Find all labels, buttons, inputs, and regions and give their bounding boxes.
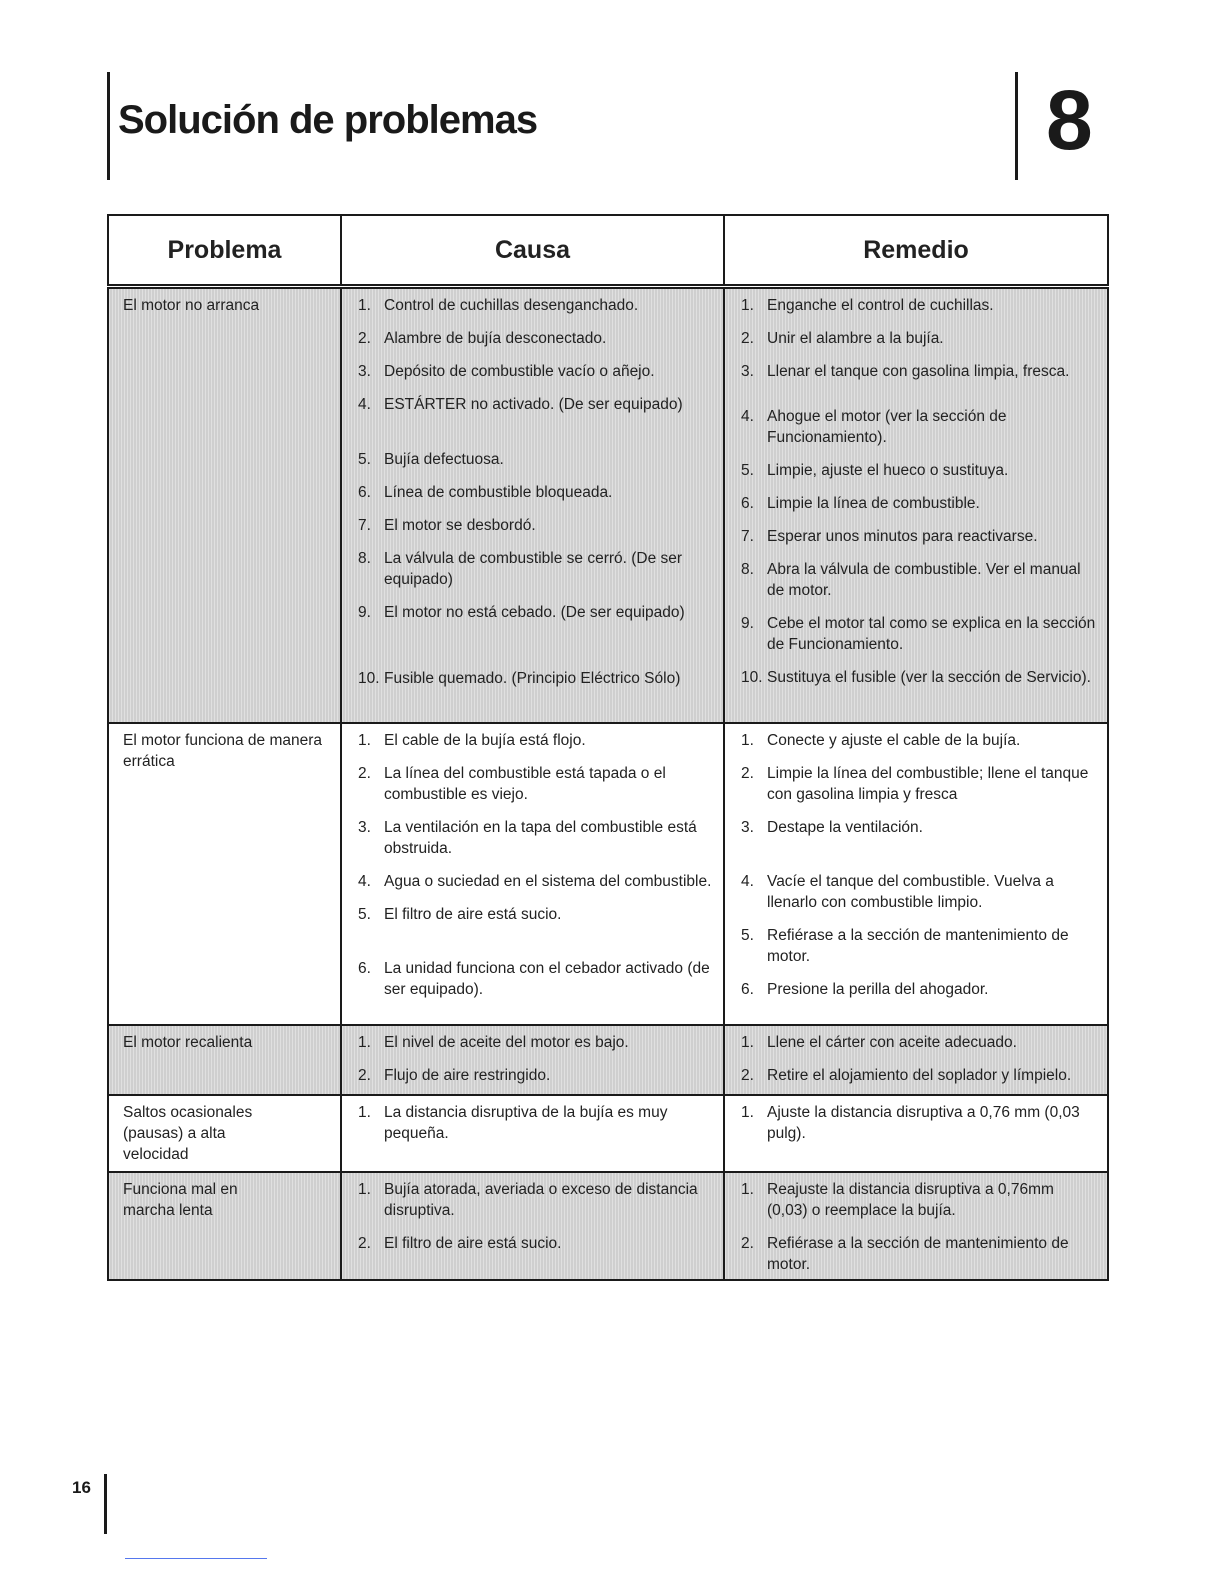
remedy-item: 5. Limpie, ajuste el hueco o sustituya. [741,462,1009,479]
remedy-cell [724,723,1108,1025]
chapter-rule [1015,72,1018,180]
cause-item: 4. Agua o suciedad en el sistema del combustible. [358,872,712,890]
remedy-item: 8. Abra la válvula de combustible. Ver el manual de motor. [741,561,1081,599]
cause-item: 2. El filtro de aire está sucio. [358,1234,562,1252]
problem-cell: El motor no arranca [108,287,341,723]
cause-cell [341,723,724,1025]
cause-item: 5. Bujía defectuosa. [358,451,504,468]
remedy-cell [724,287,1108,723]
troubleshooting-table [107,214,1109,1281]
cause-item: 2. La línea del combustible está tapada o el combustible es viejo. [358,764,666,803]
remedy-item: 9. Cebe el motor tal como se explica en la sección de Funcionamiento. [741,615,1096,653]
cause-cell [341,1095,724,1172]
table-row [108,1025,1108,1095]
page-number-rule [104,1474,107,1534]
header-problem: Problema [108,215,341,287]
problem-cell: El motor recalienta [108,1025,341,1095]
remedy-item: 4. Ahogue el motor (ver la sección de Funcionamiento). [741,408,1007,446]
remedy-item: 3. Llenar el tanque con gasolina limpia, fresca. [741,363,1070,380]
remedy-item: 10. Sustituya el fusible (ver la sección de Servicio). [741,669,1091,686]
cause-item: 10. Fusible quemado. (Principio Eléctrico Sólo) [358,670,681,687]
cause-item: 2. Alambre de bujía desconectado. [358,330,607,347]
cause-item: 2. Flujo de aire restringido. [358,1066,551,1084]
cause-item: 1. El cable de la bujía está flojo. [358,731,586,749]
remedy-item: 3. Destape la ventilación. [741,818,923,836]
cause-item: 6. La unidad funciona con el cebador activado (de ser equipado). [358,959,710,998]
cause-item: 1. La distancia disruptiva de la bujía es muy pequeña. [358,1103,668,1142]
chapter-number: 8 [1046,73,1093,167]
footer-line [125,1558,267,1559]
remedy-item: 2. Retire el alojamiento del soplador y límpielo. [741,1066,1072,1084]
problem-cell: El motor funciona de manera errática [108,723,341,1025]
page-title: Solución de problemas [118,98,538,142]
cause-cell [341,1025,724,1095]
cause-item: 9. El motor no está cebado. (De ser equipado) [358,604,685,621]
cause-item: 4. ESTÁRTER no activado. (De ser equipado) [358,396,683,413]
cause-item: 1. El nivel de aceite del motor es bajo. [358,1033,629,1051]
table-row [108,287,1108,723]
remedy-item: 1. Llene el cárter con aceite adecuado. [741,1033,1017,1051]
cause-item: 5. El filtro de aire está sucio. [358,905,562,923]
remedy-cell [724,1172,1108,1280]
cause-item: 1. Control de cuchillas desenganchado. [358,297,639,314]
table-row [108,1172,1108,1280]
cause-item: 7. El motor se desbordó. [358,517,536,534]
header-remedy: Remedio [724,215,1108,287]
cause-item: 1. Bujía atorada, averiada o exceso de distancia disruptiva. [358,1180,698,1219]
table-row [108,1095,1108,1172]
problem-cell: Funciona mal en marcha lenta [108,1172,341,1280]
cause-item: 6. Línea de combustible bloqueada. [358,484,613,501]
cause-item: 8. La válvula de combustible se cerró. (De ser equipado) [358,550,683,588]
remedy-item: 2. Limpie la línea del combustible; llene el tanque con gasolina limpia y fresca [741,764,1089,803]
remedy-item: 2. Refiérase a la sección de mantenimiento de motor. [741,1234,1069,1273]
table-row [108,723,1108,1025]
remedy-item: 4. Vacíe el tanque del combustible. Vuelva a llenarlo con combustible limpio. [741,872,1054,911]
cause-cell [341,1172,724,1280]
remedy-item: 6. Presione la perilla del ahogador. [741,980,989,998]
page-number: 16 [72,1478,91,1497]
cause-item: 3. Depósito de combustible vacío o añejo. [358,363,655,380]
remedy-item: 1. Reajuste la distancia disruptiva a 0,76mm (0,03) o reemplace la bujía. [741,1180,1054,1219]
header-cause: Causa [341,215,724,287]
cause-item: 3. La ventilación en la tapa del combustible está obstruida. [358,818,697,857]
remedy-item: 2. Unir el alambre a la bujía. [741,330,944,347]
title-rule [107,72,110,180]
remedy-item: 1. Ajuste la distancia disruptiva a 0,76 mm (0,03 pulg). [741,1103,1080,1142]
remedy-item: 7. Esperar unos minutos para reactivarse. [741,528,1038,545]
remedy-item: 5. Refiérase a la sección de mantenimiento de motor. [741,926,1069,965]
remedy-cell [724,1095,1108,1172]
remedy-item: 1. Conecte y ajuste el cable de la bujía. [741,731,1021,749]
table-header-row [108,215,1108,287]
remedy-cell [724,1025,1108,1095]
cause-cell [341,287,724,723]
remedy-item: 6. Limpie la línea de combustible. [741,495,980,512]
remedy-item: 1. Enganche el control de cuchillas. [741,297,994,314]
problem-cell: Saltos ocasionales (pausas) a alta velocidad [108,1095,341,1172]
